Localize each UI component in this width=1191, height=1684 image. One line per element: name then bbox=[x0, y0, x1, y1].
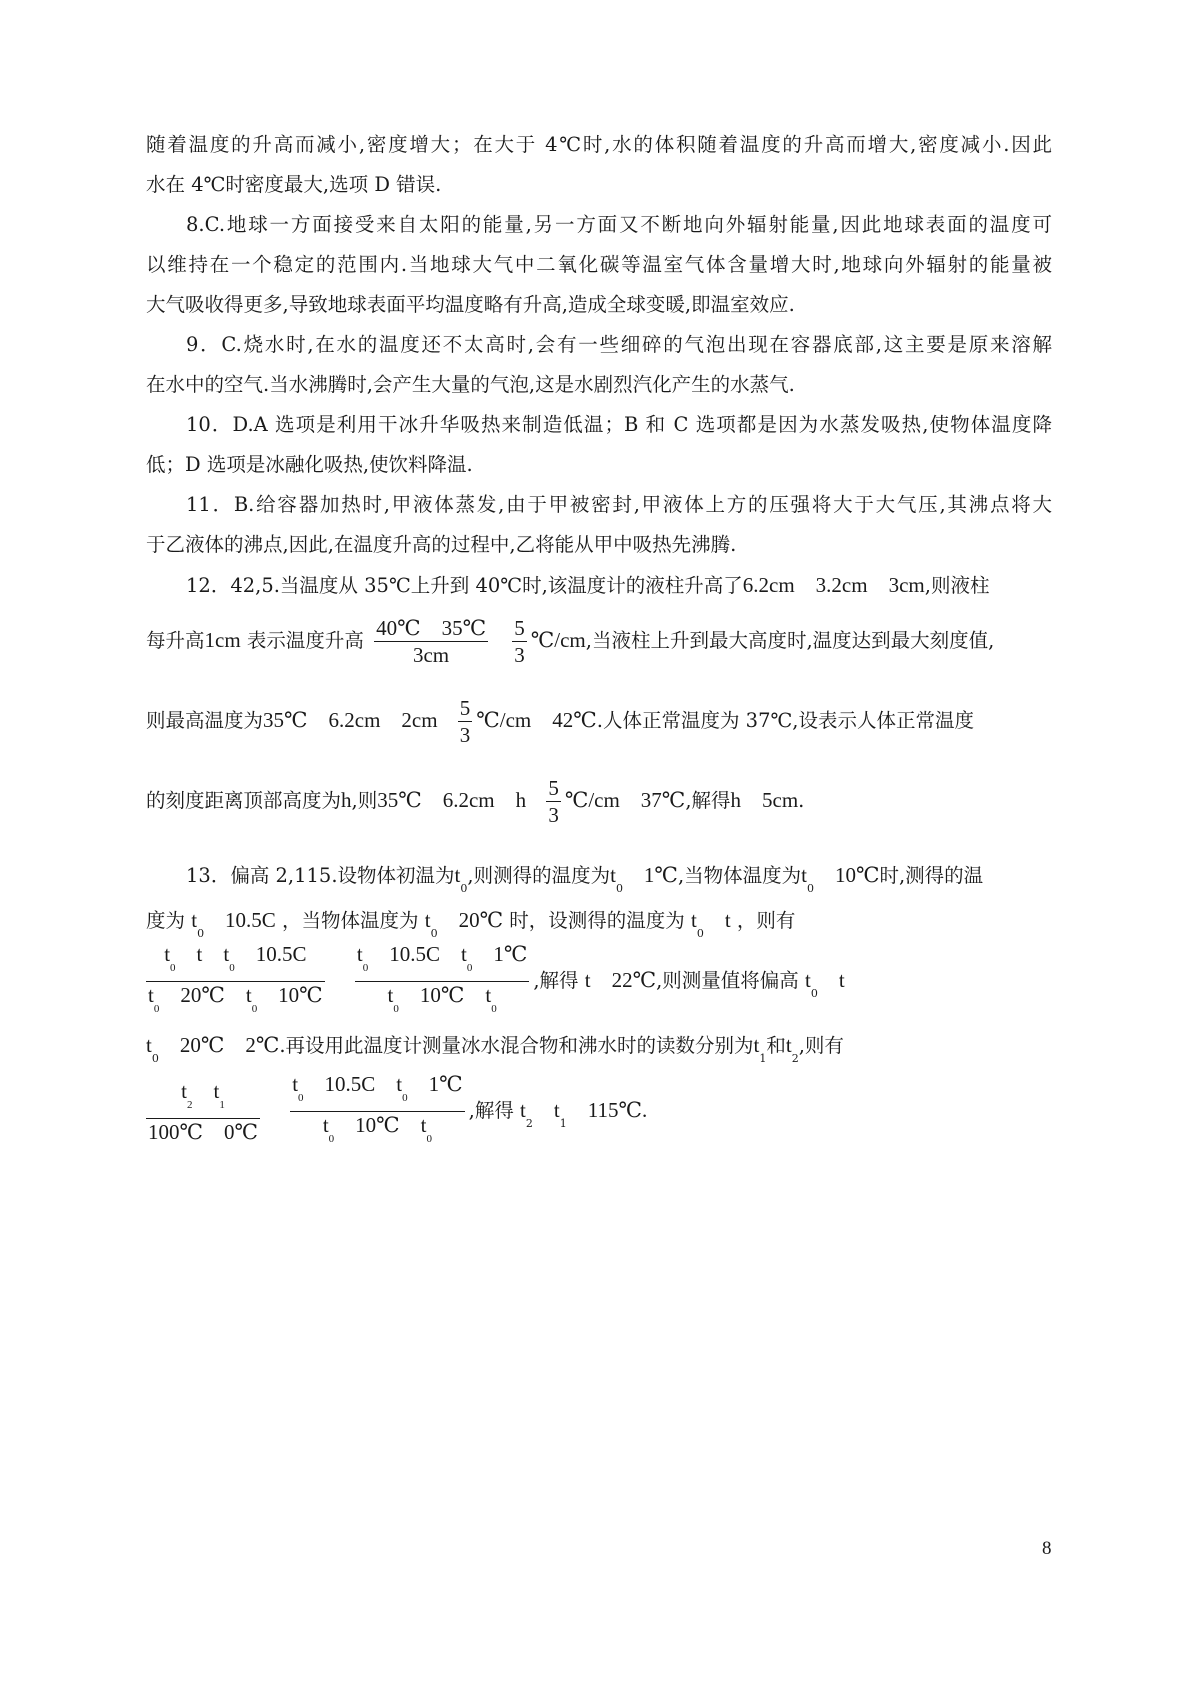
text-line: 低；D 选项是冰融化吸热,使饮料降温. bbox=[146, 453, 473, 476]
text-line: 9．C.烧水时,在水的温度还不太高时,会有一些细碎的气泡出现在容器底部,这主要是原来溶解 bbox=[186, 333, 1052, 356]
page-number: 8 bbox=[1042, 1538, 1052, 1559]
q13-line-3: $\frac{t_0 t t_0 10.5C}{t_0 20℃ t_0 10℃}$ $\frac{t_0 10.5C t_0 1℃}{t_0 10℃ t_0}$ ,解得 t 22℃,则测量值将偏高 $t_0$ t bbox=[146, 940, 1052, 1020]
text-line: 水在 4℃时密度最大,选项 D 错误. bbox=[146, 173, 442, 196]
fraction: $\frac{t_2 t_1}{100℃ 0℃}$ bbox=[148, 1079, 258, 1144]
fraction: $\frac{5}{3}$ bbox=[514, 616, 525, 667]
text-line: 在水中的空气.当水沸腾时,会产生大量的气泡,这是水剧烈汽化产生的水蒸气. bbox=[146, 373, 795, 396]
q12-line-2: 每升高1cm 表示温度升高 $\frac{40℃ 35℃}{3cm}$ $\frac{5}{3}$ ℃/cm,当液柱上升到最大高度时,温度达到最大刻度值, bbox=[146, 616, 995, 667]
fraction: $\frac{t_0 10.5C t_0 1℃}{t_0 10℃ t_0}$ bbox=[356, 942, 528, 1015]
q13-line-5: $\frac{t_2 t_1}{100℃ 0℃}$ $\frac{t_0 10.5C t_0 1℃}{t_0 10℃ t_0}$ ,解得 $t_2$ $t_1$ 115℃. bbox=[146, 1070, 1052, 1150]
text-line: 于乙液体的沸点,因此,在温度升高的过程中,乙将能从甲中吸热先沸腾. bbox=[146, 533, 737, 556]
fraction: $\frac{5}{3}$ bbox=[548, 776, 559, 827]
fraction: $\frac{t_0 t t_0 10.5C}{t_0 20℃ t_0 10℃}$ bbox=[148, 942, 323, 1015]
q13-line-1: 13．偏高 2,115.设物体初温为$t_0$,则测得的温度为$t_0$ 1℃,当物体温度为$t_0$ 10℃时,测得的温 bbox=[186, 863, 984, 895]
fraction: $\frac{5}{3}$ bbox=[459, 696, 471, 747]
text-line: 10．D.A 选项是利用干冰升华吸热来制造低温；B 和 C 选项都是因为水蒸发吸热,使物体温度降 bbox=[186, 413, 1052, 436]
q12-line-3: 则最高温度为35℃ 6.2cm 2cm $\frac{5}{3}$ ℃/cm 42℃.人体正常温度为 37℃,设表示人体正常温度 bbox=[146, 696, 974, 747]
text-line: 8.C.地球一方面接受来自太阳的能量,另一方面又不断地向外辐射能量,因此地球表面的温度可 bbox=[186, 213, 1052, 236]
q12-line-4: 的刻度距离顶部高度为h,则35℃ 6.2cm h $\frac{5}{3}$ ℃/cm 37℃,解得h 5cm. bbox=[146, 776, 805, 827]
fraction: $\frac{40℃ 35℃}{3cm}$ bbox=[376, 616, 487, 667]
text-line: 大气吸收得更多,导致地球表面平均温度略有升高,造成全球变暖,即温室效应. bbox=[146, 293, 795, 316]
fraction: $\frac{t_0 10.5C t_0 1℃}{t_0 10℃ t_0}$ bbox=[292, 1072, 463, 1145]
text-line: 随着温度的升高而减小,密度增大；在大于 4℃时,水的体积随着温度的升高而增大,密度减小.因此 bbox=[146, 133, 1052, 156]
q12-line-1: 12．42,5.当温度从 35℃上升到 40℃时,该温度计的液柱升高了6.2cm 3.2cm 3cm,则液柱 bbox=[186, 573, 990, 597]
text-line: 以维持在一个稳定的范围内.当地球大气中二氧化碳等温室气体含量增大时,地球向外辐射的能量被 bbox=[146, 253, 1052, 276]
q13-line-4: $t_0$ 20℃ 2℃.再设用此温度计测量冰水混合物和沸水时的读数分别为$t_1$和$t_2$,则有 bbox=[146, 1033, 844, 1065]
q13-line-2: 度为 $t_0$ 10.5C ，当物体温度为 $t_0$ 20℃ 时，设测得的温度为 $t_0$ t ，则有 bbox=[146, 908, 796, 940]
text-line: 11．B.给容器加热时,甲液体蒸发,由于甲被密封,甲液体上方的压强将大于大气压,其沸点将大 bbox=[186, 493, 1052, 516]
